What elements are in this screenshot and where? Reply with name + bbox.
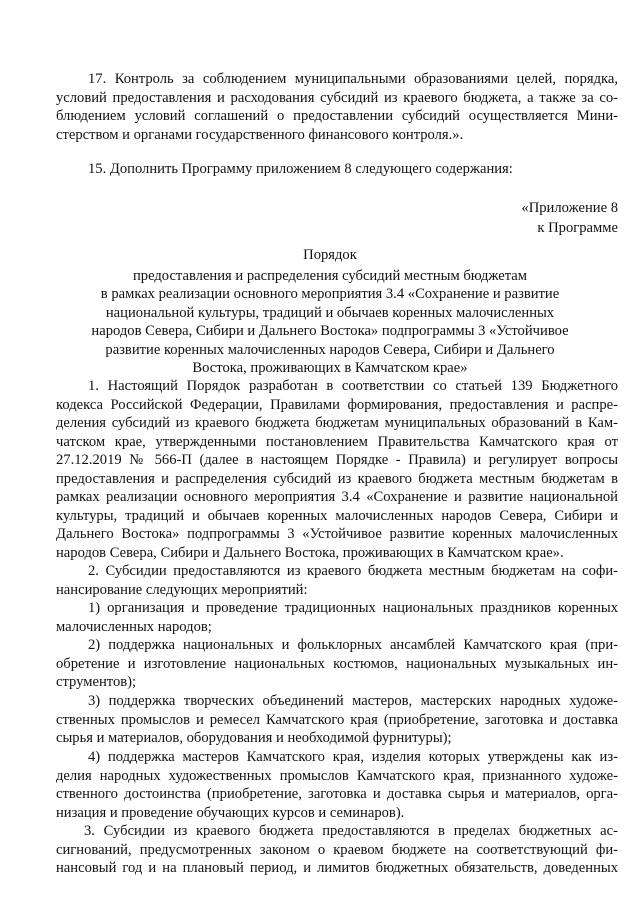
text-line: 2) поддержка национальных и фольклорных ансамблей Камчатского края (при-	[88, 637, 618, 653]
text-line: блюдением условий соглашений о предоставлении субсидий осуществляется Мини-	[56, 108, 618, 124]
text-line: народов Севера, Сибири и Дальнего Востока, проживающих в Камчатском крае».	[56, 544, 564, 561]
text-line: сигнований, предусмотренных законом о краевом бюджете на соответствующий фи-	[56, 841, 618, 858]
text-line: кодекса Российской Федерации, Правилами формирования, предоставления и распре-	[56, 396, 618, 413]
section-2	[56, 562, 618, 599]
text-line: предоставления и распределения субсидий из краевого бюджета местным бюджетам в	[56, 470, 618, 487]
text-line: нансирование следующих мероприятий:	[56, 581, 308, 598]
text-line: 1. Настоящий Порядок разработан в соответствии со статьей 139 Бюджетного	[88, 378, 618, 394]
text-line: 15. Дополнить Программу приложением 8 следующего содержания:	[88, 161, 513, 177]
annex-target: к Программе	[537, 220, 618, 236]
text-line: деления субсидий из краевого бюджета бюджетам муниципальных образований в Кам-	[56, 415, 618, 431]
subtitle-line: народов Севера, Сибири и Дальнего Востока» подпрограммы 3 «Устойчивое	[91, 323, 569, 339]
text-line: делия народных художественных промыслов Камчатского края, признанного художе-	[56, 767, 618, 784]
text-line: рамках реализации основного мероприятия 3.4 «Сохранение и развитие национальной	[56, 489, 618, 505]
text-line: условий предоставления и расходования субсидий из краевого бюджета, а также за со-	[56, 89, 618, 106]
paragraph-17	[56, 70, 618, 144]
text-line: нансовый год и на плановый период, и лимитов бюджетных обязательств, доведенных	[56, 860, 618, 876]
annex-number: «Приложение 8	[521, 200, 618, 216]
section-2-item-3	[56, 692, 618, 748]
paragraph-15	[56, 160, 618, 179]
text-line: струментов);	[56, 674, 137, 690]
section-2-item-2	[56, 636, 618, 692]
text-line: обретение и изготовление национальных костюмов, национальных музыкальных ин-	[56, 655, 618, 672]
subtitle-line: Востока, проживающих в Камчатском крае»	[192, 360, 468, 376]
subtitle-line: в рамках реализации основного мероприятия 3.4 «Сохранение и развитие	[100, 286, 560, 302]
text-line: стерством и органами государственного финансового контроля.».	[56, 126, 464, 143]
text-line: 4) поддержка мастеров Камчатского края, изделия которых утверждены как из-	[88, 749, 618, 765]
text-line: ственного достоинства (приобретение, заготовка и доставка сырья и материалов, орга-	[56, 786, 618, 802]
text-line: сырья и материалов, оборудования и необходимой фурнитуры);	[56, 730, 452, 746]
section-1	[56, 377, 618, 562]
text-line: ственных промыслов и ремесел Камчатского края (приобретение, заготовка и доставка	[56, 711, 618, 728]
annex-header	[521, 198, 618, 238]
text-line: 2. Субсидии предоставляются из краевого бюджета местным бюджетам на софи-	[88, 563, 618, 579]
text-line: чатском крае, утвержденными постановлением Правительства Камчатского края от	[56, 433, 618, 450]
text-line: 1) организация и проведение традиционных национальных праздников коренных	[88, 600, 618, 616]
text-line: культуры, традиций и обычаев коренных малочисленных народов Севера, Сибири и	[56, 507, 618, 524]
section-2-item-1	[56, 599, 618, 636]
text-line: 17. Контроль за соблюдением муниципальными образованиями целей, порядка,	[88, 71, 618, 87]
text-line: низация и проведение обучающих курсов и семинаров).	[56, 804, 405, 821]
text-line: 3) поддержка творческих объединений мастеров, мастерских народных художе-	[88, 693, 618, 709]
text-line: малочисленных народов;	[56, 618, 212, 635]
text-line: 27.12.2019 № 566-П (далее в настоящем Порядке - Правила) и регулирует вопросы	[56, 452, 618, 468]
section-2-item-4	[56, 748, 618, 822]
section-3	[56, 822, 618, 878]
text-line: 3. Субсидии из краевого бюджета предоставляются в пределах бюджетных ас-	[84, 823, 618, 839]
text-line: Дальнего Востока» подпрограммы 3 «Устойчивое развитие коренных малочисленных	[56, 526, 618, 542]
document-title: Порядок	[303, 247, 357, 263]
subtitle-line: предоставления и распределения субсидий местным бюджетам	[132, 267, 528, 284]
subtitle-line: национальной культуры, традиций и обычаев коренных малочисленных	[105, 304, 555, 321]
document-title-block	[60, 246, 600, 378]
subtitle-line: развитие коренных малочисленных народов Севера, Сибири и Дальнего	[105, 341, 555, 358]
